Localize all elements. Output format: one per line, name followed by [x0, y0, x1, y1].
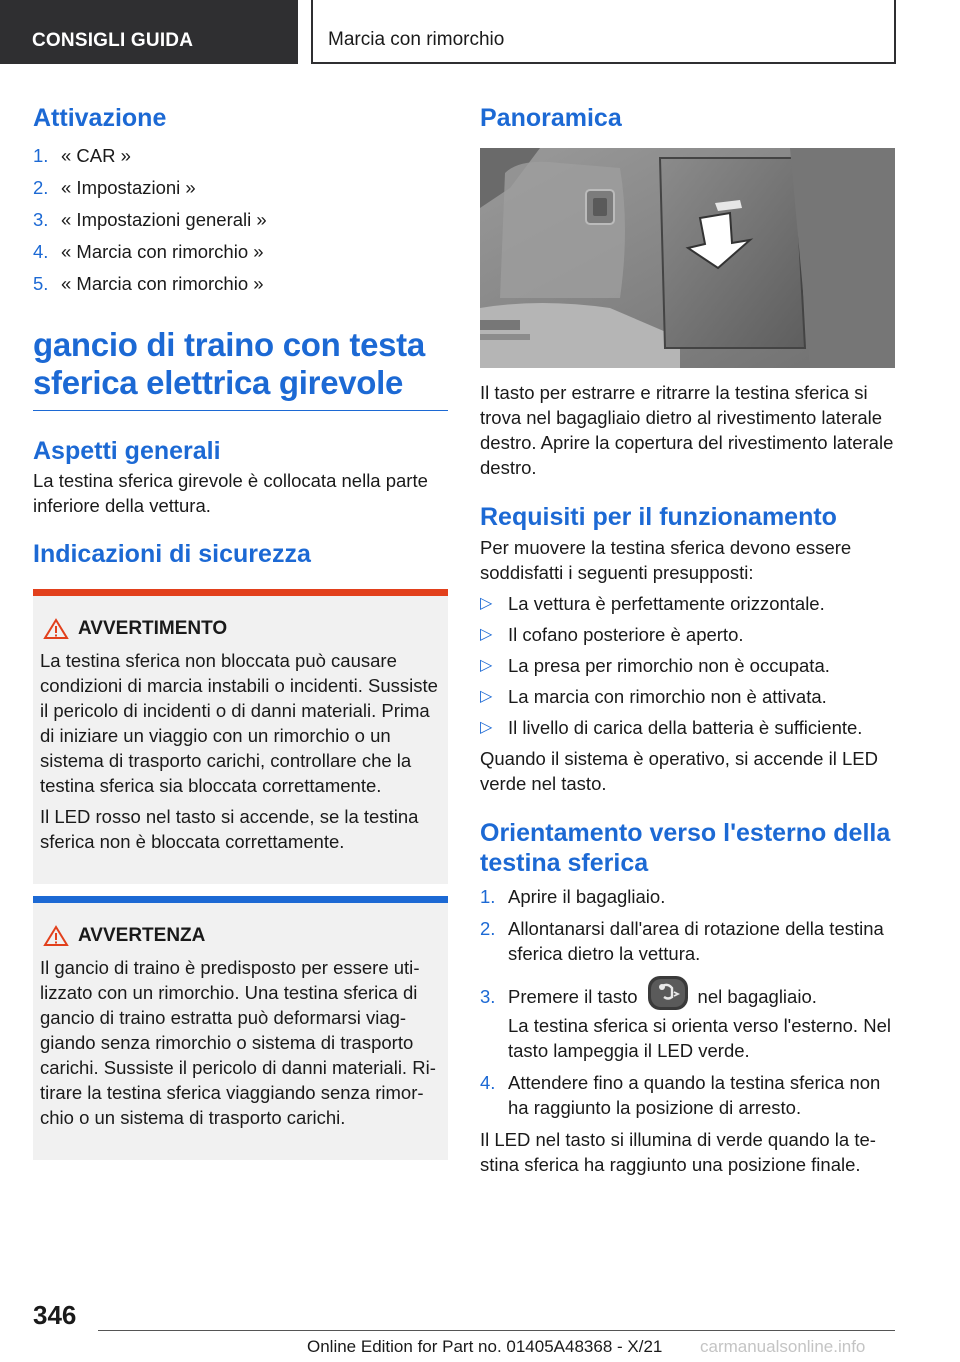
item-text: Il livello di carica della batteria è sufficiente. [508, 717, 863, 738]
step-text: nel bagagliaio. [697, 986, 817, 1007]
step-number: 2. [33, 177, 49, 198]
step-text: Attendere fino a quando la testina sferica non ha raggiunto la posizione di arresto. [508, 1072, 881, 1119]
step-text: Aprire il bagagliaio. [508, 886, 666, 907]
list-item [480, 684, 895, 709]
warning-title: AVVERTENZA [78, 925, 206, 946]
warning-title: AVVERTIMENTO [78, 618, 228, 639]
list-item [480, 1070, 895, 1120]
orientation-outro: Il LED nel tasto si illumina di verde quando la testina sferica ha raggiunto una posizione finale. [480, 1129, 876, 1176]
list-item [480, 591, 895, 616]
right-column [480, 100, 895, 1177]
general-heading: Aspetti generali [33, 437, 221, 465]
step-text: « Impostazioni generali » [61, 209, 267, 230]
overview-text: Il tasto per estrarre e ritrarre la testina sferica si trova nel bagagliaio dietro al rivestimento laterale destro. Aprire la copertura del rivestimento laterale destro. [480, 382, 894, 478]
warning-text: La testina sferica non bloccata può causare condizioni di marcia instabili o incidenti. Sussiste il pericolo di incidenti o di danni materiali. Prima di iniziare un viaggio con un rimorchio o un sistema di trasporto carichi, controllare che la testina sferica sia bloccata correttamente. [40, 650, 438, 796]
list-item [480, 916, 895, 966]
list-item [33, 143, 448, 168]
list-item [480, 715, 895, 740]
trunk-photo [480, 148, 895, 368]
step-number: 1. [33, 145, 49, 166]
step-number: 4. [480, 1072, 496, 1094]
triangle-bullet-icon: ▷ [480, 719, 493, 736]
warning-triangle-icon [40, 925, 72, 947]
step-text: « CAR » [61, 145, 131, 166]
requirements-outro: Quando il sistema è operativo, si accende il LED verde nel tasto. [480, 748, 878, 794]
orientation-heading: Orientamento verso l'esterno della testina sferica [480, 819, 891, 877]
activation-steps [33, 143, 448, 296]
warning-box-red [33, 589, 448, 884]
warning-triangle-icon [40, 618, 72, 640]
general-text: La testina sferica girevole è collocata nella parte inferiore della vettura. [33, 470, 428, 516]
item-text: Il cofano posteriore è aperto. [508, 624, 744, 645]
overview-heading: Panoramica [480, 104, 622, 132]
footer-divider [98, 1330, 895, 1331]
list-item [33, 207, 448, 232]
step-number: 5. [33, 273, 49, 294]
item-text: La marcia con rimorchio non è attivata. [508, 686, 827, 707]
header-title: Marcia con rimorchio [328, 29, 505, 50]
list-item [33, 271, 448, 296]
safety-heading: Indicazioni di sicurezza [33, 540, 311, 568]
triangle-bullet-icon: ▷ [480, 688, 493, 705]
footer-edition: Online Edition for Part no. 01405A48368 - X/21 [307, 1337, 663, 1356]
warning-text: Il LED rosso nel tasto si accende, se la testina sferica non è bloccata correttamente. [40, 806, 419, 852]
triangle-bullet-icon: ▷ [480, 657, 493, 674]
step-number: 3. [33, 209, 49, 230]
requirements-heading: Requisiti per il funzionamento [480, 503, 837, 531]
step-number: 4. [33, 241, 49, 262]
step-text: Allontanarsi dall'area di rotazione della testina sferica dietro la vettura. [508, 918, 884, 964]
list-item [33, 239, 448, 264]
header-section-label: CONSIGLI GUIDA [32, 30, 194, 51]
triangle-bullet-icon: ▷ [480, 626, 493, 643]
warning-bar-blue [33, 896, 448, 903]
item-text: La presa per rimorchio non è occupata. [508, 655, 830, 676]
list-item [480, 653, 895, 678]
step-number: 2. [480, 918, 496, 939]
tow-hitch-button-icon [646, 975, 690, 1011]
warning-title-row [40, 925, 441, 947]
left-column [33, 100, 448, 1160]
list-item [480, 984, 895, 1063]
page-number: 346 [33, 1300, 77, 1330]
step-number: 1. [480, 886, 496, 907]
warning-text: Il gancio di traino è predisposto per essere utilizzato con un rimorchio. Una testina sferica di gancio di traino estratta può deformarsi viaggiando senza rimorchio o sistema di trasporto carichi. Sussiste il pericolo di danni materiali. Ritirare la testina sferica viaggiando senza rimorchio o un sistema di trasporto carichi. [40, 957, 436, 1128]
main-title: gancio di traino con testa sferica elettrica girevole [33, 326, 425, 401]
watermark: carmanualsonline.info [700, 1337, 866, 1356]
item-text: La vettura è perfettamente orizzontale. [508, 593, 825, 614]
header-section-tab [0, 0, 298, 64]
warning-box-blue [33, 896, 448, 1160]
list-item [33, 175, 448, 200]
warning-bar-red [33, 589, 448, 596]
step-number: 3. [480, 986, 496, 1007]
triangle-bullet-icon: ▷ [480, 595, 493, 612]
header-title-box [311, 0, 896, 64]
requirements-list [480, 591, 895, 740]
requirements-intro: Per muovere la testina sferica devono essere soddisfatti i seguenti presupposti: [480, 537, 852, 583]
step-text: « Impostazioni » [61, 177, 196, 198]
activation-heading: Attivazione [33, 104, 167, 132]
list-item [480, 884, 895, 909]
list-item [480, 622, 895, 647]
step-text: « Marcia con rimorchio » [61, 241, 264, 262]
step-text: Premere il tasto [508, 986, 638, 1007]
title-divider [33, 410, 448, 411]
step-text: « Marcia con rimorchio » [61, 273, 264, 294]
orientation-steps [480, 884, 895, 1120]
warning-title-row [40, 618, 441, 640]
step-subtext: La testina sferica si orienta verso l'esterno. Nel tasto lampeggia il LED verde. [508, 1015, 891, 1062]
